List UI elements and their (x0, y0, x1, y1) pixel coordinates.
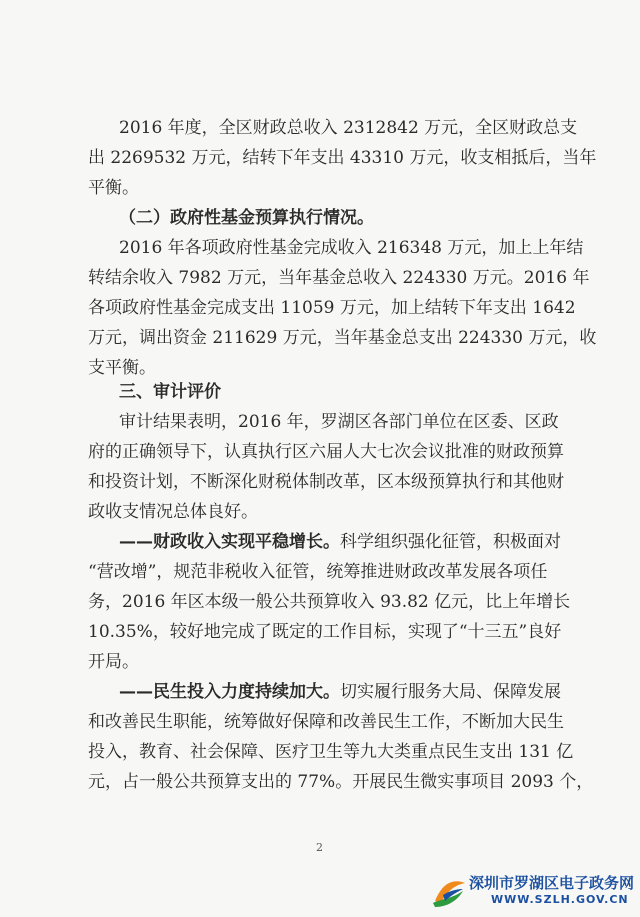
text-line: 和改善民生职能，统筹做好保障和改善民生工作，不断加大民生 (88, 712, 564, 732)
watermark-url: WWW.SZLH.GOV.CN (491, 893, 629, 906)
text-line: 万元，调出资金 211629 万元，当年基金总支出 224330 万元，收 (88, 328, 597, 348)
section-heading: （二）政府性基金预算执行情况。 (119, 208, 374, 228)
site-logo-icon (429, 873, 469, 909)
text-line: 务，2016 年区本级一般公共预算收入 93.82 亿元，比上年增长 (88, 592, 571, 612)
text-line: 府的正确领导下，认真执行区六届人大七次会议批准的财政预算 (88, 442, 564, 462)
text-line: 2016 年度，全区财政总收入 2312842 万元，全区财政总支 (119, 118, 578, 138)
text-line: 支平衡。 (88, 358, 156, 378)
text-line: 2016 年各项政府性基金完成收入 216348 万元，加上上年结 (119, 238, 584, 258)
site-watermark (429, 869, 634, 913)
page-number: 2 (316, 841, 323, 854)
lead-continuation: 切实履行服务大局、保障发展 (340, 682, 561, 702)
section-heading: 三、审计评价 (119, 382, 221, 402)
text-line (119, 681, 640, 703)
lead-phrase: ——财政收入实现平稳增长。 (119, 532, 340, 552)
text-line: 出 2269532 万元，结转下年支出 43310 万元，收支相抵后，当年 (88, 148, 597, 168)
text-line: 平衡。 (88, 178, 139, 198)
text-line: “营改增”，规范非税收入征管，统筹推进财政改革发展各项任 (88, 562, 548, 582)
text-line: 10.35%，较好地完成了既定的工作目标，实现了“十三五”良好 (88, 622, 562, 642)
text-line: 审计结果表明，2016 年，罗湖区各部门单位在区委、区政 (119, 412, 559, 432)
text-line: 和投资计划，不断深化财税体制改革，区本级预算执行和其他财 (88, 472, 564, 492)
text-line (119, 531, 640, 553)
lead-continuation: 科学组织强化征管，积极面对 (340, 532, 561, 552)
text-line: 投入，教育、社会保障、医疗卫生等九大类重点民生支出 131 亿 (88, 742, 574, 762)
text-line: 开局。 (88, 652, 139, 672)
text-line: 政收支情况总体良好。 (88, 502, 258, 522)
watermark-site-name: 深圳市罗湖区电子政务网 (469, 874, 635, 892)
lead-phrase: ——民生投入力度持续加大。 (119, 682, 340, 702)
text-line: 转结余收入 7982 万元，当年基金总收入 224330 万元。2016 年 (88, 268, 590, 288)
text-line: 元，占一般公共预算支出的 77%。开展民生微实事项目 2093 个， (88, 772, 594, 792)
text-line: 各项政府性基金完成支出 11059 万元，加上结转下年支出 1642 (88, 298, 576, 318)
